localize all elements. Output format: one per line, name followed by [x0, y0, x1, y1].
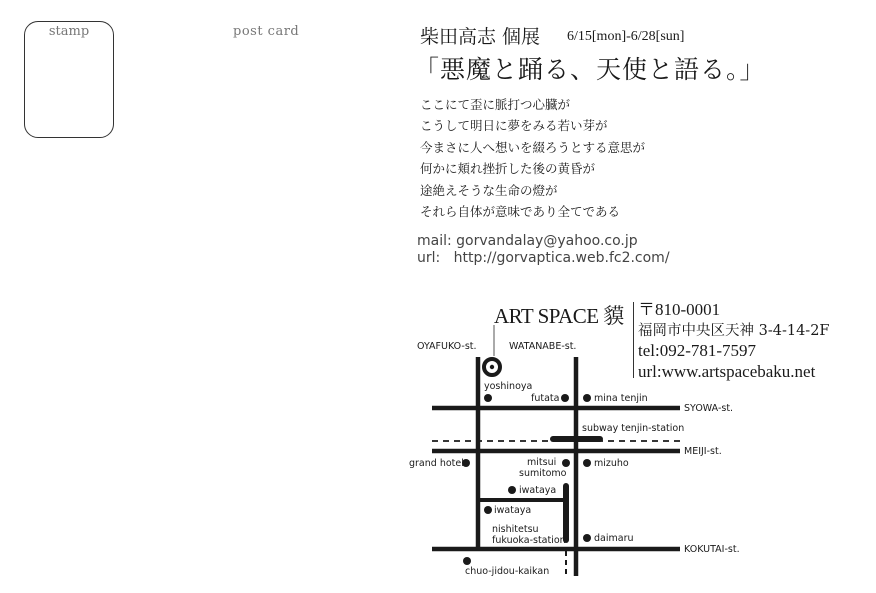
- dot-iwataya-2: [484, 506, 492, 514]
- label-yoshinoya: yoshinoya: [484, 381, 533, 392]
- label-grand-hotel: grand hotel: [409, 458, 464, 469]
- dot-futata: [561, 394, 569, 402]
- poem-line: こうして明日に夢をみる若い芽が: [420, 118, 608, 134]
- exhibition-dates: 6/15[mon]-6/28[sun]: [567, 29, 685, 44]
- poem-line: 途絶えそうな生命の燈が: [420, 182, 558, 198]
- exhibition-title: 「悪魔と踊る、天使と語る。」: [414, 55, 766, 84]
- venue-address: 福岡市中央区天神 3-4-14-2F: [638, 322, 830, 339]
- label-iwataya-1: iwataya: [519, 485, 557, 496]
- label-mizuho: mizuho: [594, 458, 629, 469]
- label-subway-station: subway tenjin-station: [582, 423, 685, 434]
- dot-iwataya-1: [508, 486, 516, 494]
- stamp-label: stamp: [48, 24, 90, 39]
- artist-show-title: 柴田高志 個展: [420, 26, 541, 48]
- dot-yoshinoya: [484, 394, 492, 402]
- postcard-label: post card: [233, 24, 300, 39]
- poem-line: ここにて歪に脈打つ心臓が: [420, 97, 571, 112]
- label-mina-tenjin: mina tenjin: [594, 393, 648, 404]
- label-chuo-jidou-kaikan: chuo-jidou-kaikan: [465, 566, 550, 577]
- venue-name: ART SPACE 貘: [494, 304, 624, 328]
- label-watanabe-st: WATANABE-st.: [509, 341, 577, 352]
- poem-line: 何かに頬れ挫折した後の黄昏が: [420, 161, 596, 177]
- label-mitsui: mitsui: [527, 457, 557, 468]
- venue-postal: 〒810-0001: [638, 300, 721, 319]
- label-iwataya-2: iwataya: [494, 505, 532, 516]
- contact-url[interactable]: url: http://gorvaptica.web.fc2.com/: [417, 250, 670, 266]
- label-daimaru: daimaru: [594, 533, 634, 544]
- poem-line: 今まさに人へ想いを綴ろうとする意思が: [420, 139, 646, 155]
- label-oyafuko-st: OYAFUKO-st.: [417, 341, 477, 352]
- dot-mina-tenjin: [583, 394, 591, 402]
- dot-daimaru: [583, 534, 591, 542]
- label-fukuoka-station: fukuoka-station: [492, 535, 566, 546]
- venue-url[interactable]: url:www.artspacebaku.net: [638, 361, 816, 381]
- venue-tel: tel:092-781-7597: [638, 341, 757, 360]
- dot-mizuho: [583, 459, 591, 467]
- poem-line: それら自体が意味であり全てである: [420, 204, 621, 220]
- dot-chuo: [463, 557, 471, 565]
- dot-mitsui-sumitomo: [562, 459, 570, 467]
- label-nishitetsu: nishitetsu: [492, 524, 539, 535]
- contact-mail[interactable]: mail: gorvandalay@yahoo.co.jp: [417, 233, 638, 249]
- label-kokutai-st: KOKUTAI-st.: [684, 544, 740, 555]
- label-sumitomo: sumitomo: [519, 468, 567, 479]
- label-meiji-st: MEIJI-st.: [684, 446, 722, 457]
- label-futata: futata: [531, 393, 560, 404]
- label-syowa-st: SYOWA-st.: [684, 403, 734, 414]
